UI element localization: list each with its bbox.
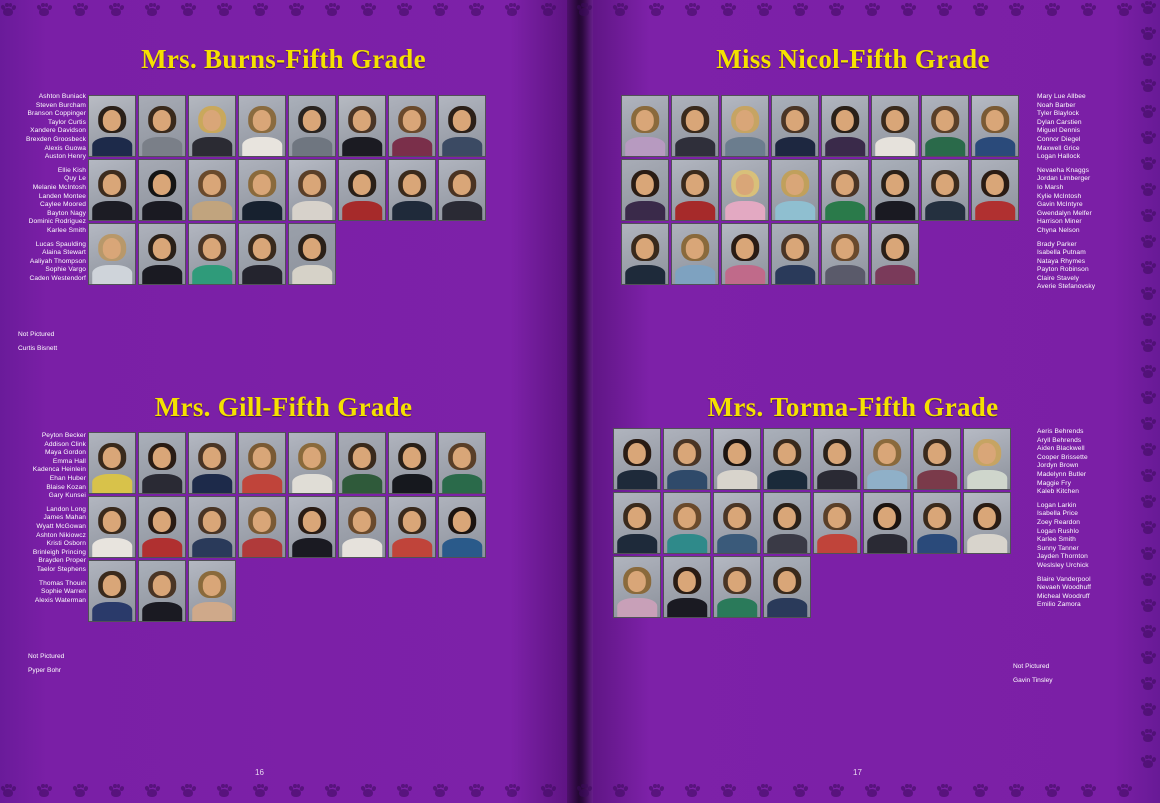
paw-print-icon — [396, 783, 412, 799]
student-portrait — [188, 159, 236, 221]
student-portrait — [621, 223, 669, 285]
paw-print-icon — [1140, 728, 1156, 744]
paw-print-icon — [756, 783, 772, 799]
paw-print-icon — [864, 783, 880, 799]
student-name: Maggie Fry — [1037, 479, 1071, 487]
student-portrait — [763, 428, 811, 490]
paw-print-icon — [1044, 783, 1060, 799]
student-name: Ashton Nikiowcz — [36, 531, 86, 539]
paw-print-icon — [612, 783, 628, 799]
student-portrait — [138, 223, 186, 285]
student-portrait — [88, 95, 136, 157]
student-portrait — [813, 428, 861, 490]
student-portrait — [188, 496, 236, 558]
student-portrait — [821, 159, 869, 221]
name-list-nicol — [1037, 93, 1137, 297]
paw-print-icon — [576, 2, 592, 18]
student-name: Alexis Waterman — [34, 596, 86, 604]
photo-row — [613, 556, 1011, 618]
photo-row — [88, 95, 486, 157]
paw-print-icon — [684, 2, 700, 18]
class-panel-gill — [0, 380, 567, 680]
student-name: Nataya Rhymes — [1037, 257, 1086, 265]
student-portrait — [863, 492, 911, 554]
photo-row — [88, 432, 486, 494]
paw-print-icon — [612, 2, 628, 18]
student-portrait — [138, 496, 186, 558]
student-portrait — [771, 223, 819, 285]
student-portrait — [813, 492, 861, 554]
page-number-right: 17 — [853, 768, 862, 777]
name-group — [18, 167, 86, 236]
paw-print-icon — [252, 2, 268, 18]
student-name: Taylor Curtis — [48, 118, 86, 126]
student-portrait — [763, 492, 811, 554]
page-title-torma: Mrs. Torma-Fifth Grade — [707, 392, 999, 422]
student-portrait — [238, 223, 286, 285]
name-group — [1037, 93, 1137, 162]
name-group — [18, 93, 86, 162]
student-portrait — [663, 556, 711, 618]
paw-print-icon — [180, 2, 196, 18]
student-name: Caden Westendorf — [29, 274, 86, 282]
name-group — [18, 241, 86, 284]
photo-row — [88, 560, 486, 622]
student-portrait — [438, 432, 486, 494]
student-name: Miguel Dennis — [1037, 127, 1081, 135]
student-portrait — [821, 223, 869, 285]
student-portrait — [613, 492, 661, 554]
student-portrait — [671, 159, 719, 221]
paw-print-icon — [504, 2, 520, 18]
paw-print-icon — [360, 2, 376, 18]
student-portrait — [138, 159, 186, 221]
student-name: Aeris Behrends — [1037, 428, 1084, 435]
student-portrait — [388, 432, 436, 494]
student-name: James Mahan — [43, 514, 86, 522]
paw-print-icon — [792, 783, 808, 799]
class-panel-torma — [593, 380, 1160, 700]
class-panel-nicol — [593, 30, 1160, 370]
paw-print-icon — [936, 2, 952, 18]
paw-print-icon — [540, 783, 556, 799]
paw-print-icon — [720, 2, 736, 18]
student-name: Maxwell Grice — [1037, 144, 1080, 152]
paw-border-top — [0, 2, 1132, 18]
paw-print-icon — [108, 783, 124, 799]
student-name: Kylie McIntosh — [1037, 192, 1082, 200]
paw-print-icon — [972, 783, 988, 799]
student-portrait — [188, 432, 236, 494]
paw-print-icon — [72, 783, 88, 799]
student-portrait — [288, 95, 336, 157]
paw-print-icon — [864, 2, 880, 18]
student-name: Kadenca Heinlein — [32, 466, 86, 474]
paw-print-icon — [1044, 2, 1060, 18]
student-portrait — [971, 95, 1019, 157]
student-portrait — [88, 560, 136, 622]
paw-print-icon — [324, 783, 340, 799]
student-name: Dylan Carstien — [1037, 118, 1082, 126]
student-name: Madelynn Butler — [1037, 470, 1087, 478]
student-portrait — [613, 556, 661, 618]
student-portrait — [663, 492, 711, 554]
paw-print-icon — [504, 783, 520, 799]
student-portrait — [913, 492, 961, 554]
student-portrait — [863, 428, 911, 490]
class-panel-burns — [0, 30, 567, 370]
student-portrait — [338, 159, 386, 221]
paw-print-icon — [468, 783, 484, 799]
paw-print-icon — [72, 2, 88, 18]
student-portrait — [721, 159, 769, 221]
paw-print-icon — [756, 2, 772, 18]
student-name: Nevaeha Knaggs — [1037, 166, 1089, 174]
student-portrait — [613, 428, 661, 490]
student-name: Brinleigh Princing — [32, 548, 86, 556]
paw-print-icon — [936, 783, 952, 799]
paw-print-icon — [540, 2, 556, 18]
student-name: Xandere Davidson — [30, 127, 86, 135]
student-portrait — [671, 95, 719, 157]
student-name: Sophie Vargo — [45, 266, 86, 274]
paw-print-icon — [360, 783, 376, 799]
student-portrait — [88, 223, 136, 285]
paw-print-icon — [0, 2, 16, 18]
student-portrait — [238, 159, 286, 221]
photo-row — [613, 428, 1011, 490]
student-name: Claire Stavely — [1037, 274, 1080, 282]
student-name: Sunny Tanner — [1037, 544, 1079, 552]
paw-print-icon — [324, 2, 340, 18]
page-number-left: 16 — [255, 768, 264, 777]
not-pictured-name: Pyper Bohr — [28, 667, 61, 674]
photo-row — [88, 223, 486, 285]
student-name: Logan Hallock — [1037, 153, 1081, 161]
name-group — [1037, 241, 1137, 293]
page-title-gill: Mrs. Gill-Fifth Grade — [154, 392, 413, 422]
page-gutter-shadow — [567, 0, 593, 803]
student-name: Ashton Buniack — [38, 93, 86, 100]
paw-print-icon — [180, 783, 196, 799]
student-portrait — [438, 159, 486, 221]
student-portrait — [238, 496, 286, 558]
paw-print-icon — [36, 783, 52, 799]
paw-print-icon — [1116, 783, 1132, 799]
paw-print-icon — [432, 2, 448, 18]
student-name: Harrison Miner — [1037, 218, 1082, 226]
student-name: Nevaeh Woodhuff — [1037, 584, 1092, 592]
paw-print-icon — [648, 783, 664, 799]
student-name: Jayden Thornton — [1037, 553, 1088, 561]
student-name: Addison Clink — [44, 440, 86, 448]
student-portrait — [288, 496, 336, 558]
student-portrait — [713, 492, 761, 554]
student-name: Gwendalyn Melfer — [1037, 209, 1092, 217]
not-pictured-gill — [28, 652, 118, 675]
paw-print-icon — [576, 783, 592, 799]
student-name: Peyton Becker — [41, 432, 86, 439]
student-name: Brayden Proper — [38, 557, 86, 565]
student-name: Caylee Moored — [39, 201, 86, 209]
student-name: Connor Diegel — [1037, 135, 1081, 143]
student-portrait — [671, 223, 719, 285]
student-name: Alexis Guowa — [44, 144, 86, 152]
paw-print-icon — [1140, 702, 1156, 718]
student-portrait — [621, 95, 669, 157]
not-pictured-label: Not Pictured — [18, 331, 55, 338]
not-pictured-name: Curtis Bisnett — [18, 345, 58, 352]
student-portrait — [771, 95, 819, 157]
page-title-burns: Mrs. Burns-Fifth Grade — [141, 44, 426, 74]
student-name: Weslsley Urchick — [1037, 561, 1089, 569]
student-portrait — [338, 496, 386, 558]
student-portrait — [338, 432, 386, 494]
student-name: Landon Long — [46, 505, 86, 513]
student-name: Taelor Stephens — [36, 565, 86, 573]
student-name: Thomas Thouin — [39, 579, 86, 587]
not-pictured-name: Gavin Tinsley — [1013, 677, 1053, 684]
student-name: Isabella Price — [1037, 510, 1078, 518]
student-portrait — [663, 428, 711, 490]
student-portrait — [821, 95, 869, 157]
page-title-nicol: Miss Nicol-Fifth Grade — [716, 44, 990, 74]
student-portrait — [871, 223, 919, 285]
not-pictured-burns — [18, 330, 108, 353]
paw-print-icon — [1008, 2, 1024, 18]
student-name: Melanie McIntosh — [32, 183, 86, 191]
paw-print-icon — [396, 2, 412, 18]
student-portrait — [921, 159, 969, 221]
student-portrait — [713, 428, 761, 490]
student-name: Averie Stefanovsky — [1037, 283, 1096, 291]
paw-print-icon — [1140, 754, 1156, 770]
student-portrait — [338, 95, 386, 157]
paw-print-icon — [36, 2, 52, 18]
student-name: Micheal Woodruff — [1037, 592, 1090, 600]
student-name: Blaire Vanderpool — [1037, 575, 1091, 583]
student-portrait — [288, 432, 336, 494]
student-portrait — [921, 95, 969, 157]
student-name: Brexden Groosbeck — [26, 135, 86, 143]
student-portrait — [871, 159, 919, 221]
student-name: Maya Gordon — [44, 449, 86, 457]
student-name: Ehan Huber — [49, 474, 86, 482]
paw-print-icon — [828, 783, 844, 799]
student-portrait — [771, 159, 819, 221]
student-name: Auston Henry — [44, 153, 86, 161]
name-group — [10, 506, 86, 575]
photo-grid-gill — [88, 432, 486, 622]
name-group — [10, 580, 86, 606]
student-name: Alaina Stewart — [42, 249, 86, 257]
student-portrait — [621, 159, 669, 221]
student-name: Jordyn Brown — [1037, 462, 1079, 470]
paw-print-icon — [0, 783, 16, 799]
photo-row — [621, 159, 1019, 221]
paw-print-icon — [1140, 0, 1156, 16]
student-portrait — [188, 560, 236, 622]
student-name: Kaleb Kitchen — [1037, 488, 1079, 496]
student-portrait — [963, 428, 1011, 490]
student-portrait — [388, 95, 436, 157]
student-name: Logan Rushlo — [1037, 527, 1079, 535]
student-name: Aiden Blackwell — [1037, 445, 1085, 453]
name-list-burns — [18, 93, 86, 288]
paw-print-icon — [972, 2, 988, 18]
name-group — [10, 432, 86, 501]
paw-print-icon — [288, 783, 304, 799]
paw-print-icon — [900, 2, 916, 18]
student-portrait — [438, 95, 486, 157]
student-portrait — [238, 95, 286, 157]
paw-print-icon — [216, 783, 232, 799]
photo-row — [621, 223, 1019, 285]
student-name: Zoey Reardon — [1037, 518, 1080, 526]
student-portrait — [88, 496, 136, 558]
student-portrait — [238, 432, 286, 494]
student-portrait — [88, 432, 136, 494]
name-group — [1037, 167, 1137, 236]
student-portrait — [188, 95, 236, 157]
paw-print-icon — [1116, 2, 1132, 18]
not-pictured-label: Not Pictured — [28, 653, 65, 660]
name-list-torma — [1037, 428, 1137, 615]
student-name: Dominic Rodriguez — [28, 218, 86, 226]
paw-print-icon — [648, 2, 664, 18]
paw-print-icon — [1080, 783, 1096, 799]
paw-print-icon — [108, 2, 124, 18]
student-portrait — [721, 223, 769, 285]
student-portrait — [88, 159, 136, 221]
photo-grid-nicol — [621, 95, 1019, 285]
paw-print-icon — [288, 2, 304, 18]
student-portrait — [288, 159, 336, 221]
paw-print-icon — [684, 783, 700, 799]
student-name: Chyna Nelson — [1037, 226, 1080, 234]
student-name: Lucas Spaulding — [35, 240, 86, 248]
student-portrait — [913, 428, 961, 490]
student-portrait — [138, 560, 186, 622]
photo-row — [88, 159, 486, 221]
student-portrait — [713, 556, 761, 618]
student-name: Payton Robinson — [1037, 266, 1089, 274]
student-name: Wyatt McGowan — [36, 522, 86, 530]
student-name: Bayton Nagy — [47, 209, 86, 217]
student-portrait — [188, 223, 236, 285]
student-name: Noah Barber — [1037, 101, 1076, 109]
student-name: Blaise Kozan — [46, 483, 86, 491]
paw-print-icon — [144, 2, 160, 18]
paw-print-icon — [216, 2, 232, 18]
paw-print-icon — [432, 783, 448, 799]
student-name: Mary Lue Allbee — [1037, 93, 1086, 100]
student-name: Sophie Warren — [40, 588, 86, 596]
photo-row — [613, 492, 1011, 554]
student-name: Emilio Zamora — [1037, 601, 1081, 609]
paw-print-icon — [828, 2, 844, 18]
student-name: Landen Montee — [38, 192, 86, 200]
name-group — [1037, 576, 1137, 610]
student-name: Logan Larkin — [1037, 501, 1077, 509]
name-list-gill — [10, 432, 86, 610]
student-name: Kristi Osborn — [46, 540, 86, 548]
student-portrait — [288, 223, 336, 285]
student-name: Branson Coppinger — [27, 110, 86, 118]
student-portrait — [138, 95, 186, 157]
student-portrait — [138, 432, 186, 494]
student-name: Karlee Smith — [47, 226, 86, 234]
student-name: Jordan Limberger — [1037, 175, 1091, 183]
student-portrait — [871, 95, 919, 157]
paw-border-bottom — [0, 783, 1132, 799]
paw-print-icon — [1080, 2, 1096, 18]
student-portrait — [438, 496, 486, 558]
paw-print-icon — [720, 783, 736, 799]
student-name: Steven Burcham — [35, 101, 86, 109]
paw-print-icon — [252, 783, 268, 799]
student-name: Brady Parker — [1037, 240, 1077, 248]
photo-row — [88, 496, 486, 558]
student-name: Gary Kunsei — [48, 492, 86, 500]
student-name: Aryll Behrends — [1037, 436, 1082, 444]
student-name: Quy Le — [64, 175, 86, 183]
name-group — [1037, 502, 1137, 571]
student-portrait — [388, 496, 436, 558]
photo-grid-burns — [88, 95, 486, 285]
student-name: Tyler Blaylock — [1037, 110, 1080, 118]
student-portrait — [763, 556, 811, 618]
paw-print-icon — [468, 2, 484, 18]
name-group — [1037, 428, 1137, 497]
student-name: Cooper Brissette — [1037, 453, 1088, 461]
photo-grid-torma — [613, 428, 1011, 618]
student-name: Io Marsh — [1037, 183, 1064, 191]
student-portrait — [721, 95, 769, 157]
student-name: Karlee Smith — [1037, 536, 1076, 544]
student-name: Aaliyah Thompson — [29, 257, 86, 265]
paw-print-icon — [144, 783, 160, 799]
paw-print-icon — [1008, 783, 1024, 799]
student-portrait — [388, 159, 436, 221]
student-portrait — [971, 159, 1019, 221]
student-name: Ellie Kish — [57, 166, 86, 174]
paw-print-icon — [900, 783, 916, 799]
student-name: Emma Hall — [52, 457, 86, 465]
student-name: Gavin McIntyre — [1037, 201, 1083, 209]
photo-row — [621, 95, 1019, 157]
student-portrait — [963, 492, 1011, 554]
paw-print-icon — [792, 2, 808, 18]
student-name: Isabella Putnam — [1037, 249, 1086, 257]
not-pictured-torma — [1013, 662, 1113, 685]
not-pictured-label: Not Pictured — [1013, 663, 1050, 670]
